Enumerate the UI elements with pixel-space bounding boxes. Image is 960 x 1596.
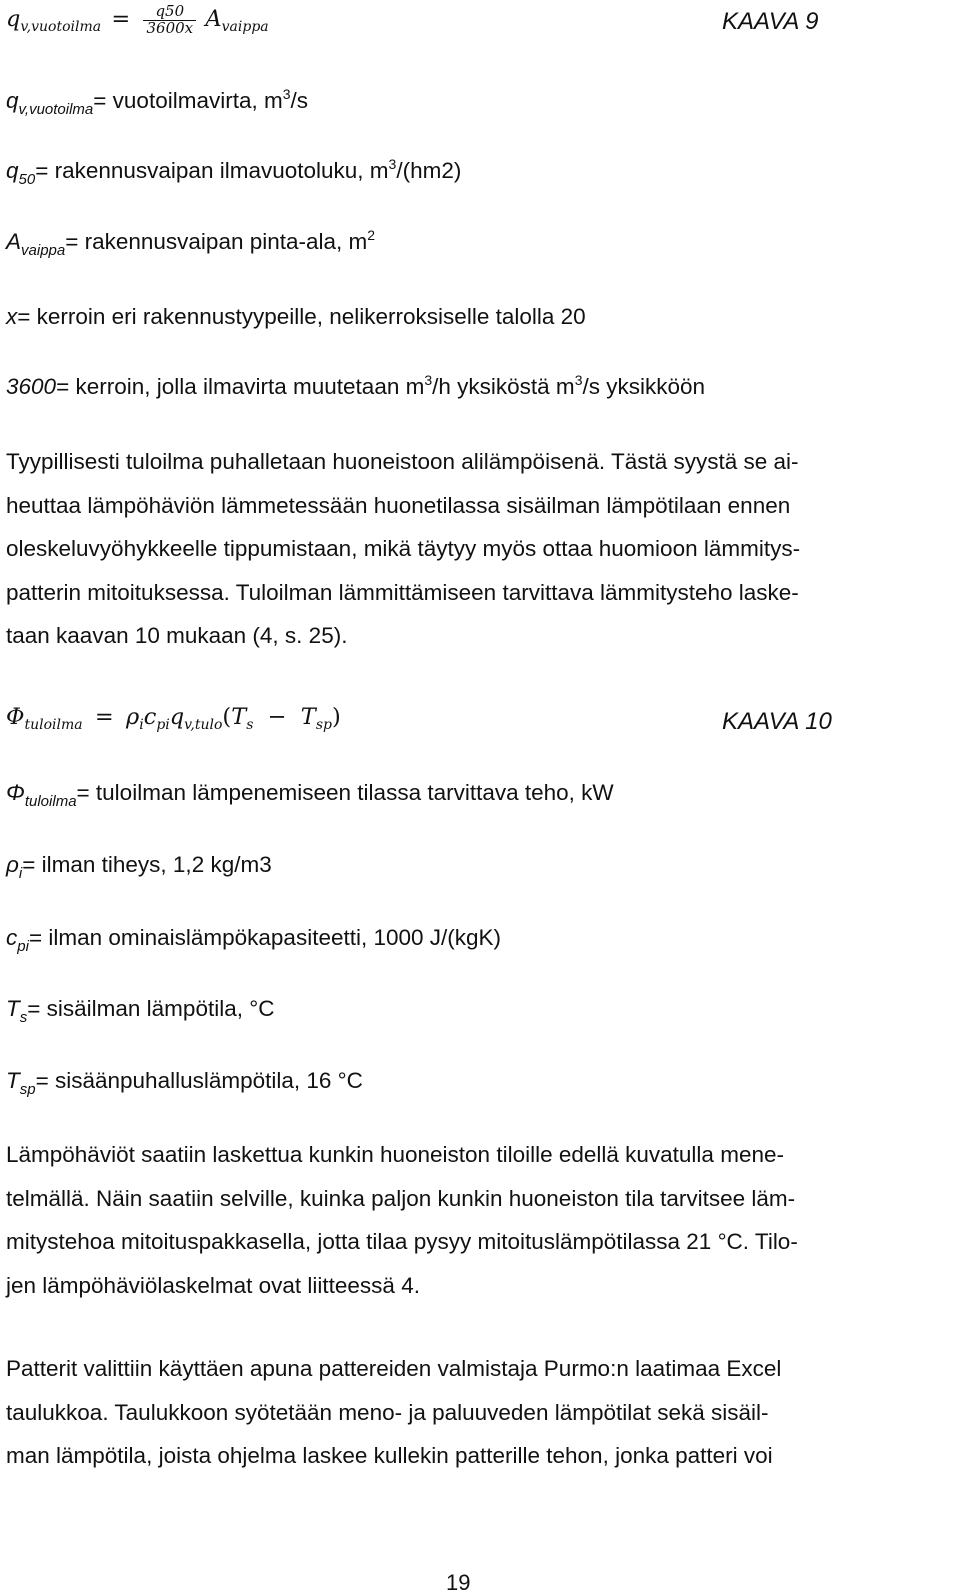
formula10-ts: T	[231, 704, 247, 730]
def10-item-3	[6, 925, 502, 955]
def10-symbol: T	[6, 1068, 20, 1093]
def10-text: = tuloilman lämpenemiseen tilassa tarvittava teho, kW	[76, 780, 614, 805]
formula10-phi-sub: tuloilma	[24, 717, 83, 733]
def10-text: = sisäilman lämpötila, °C	[27, 996, 275, 1021]
formula10-q: q	[169, 704, 185, 730]
formula10-phi: Φ	[6, 704, 25, 730]
paragraph-line: oleskeluvyöhykkeelle tippumistaan, mikä täytyy myös ottaa huomioon lämmitys-	[6, 536, 801, 561]
def10-item-1	[6, 780, 614, 810]
def9-symbol: q	[6, 158, 19, 183]
paragraph-line: patterin mitoituksessa. Tuloilman lämmittämiseen tarvittava lämmitysteho laske-	[6, 579, 799, 605]
formula9-lhs-subscript: v,vuotoilma	[20, 19, 102, 36]
def10-item-4	[6, 996, 275, 1026]
formula10-q-sub: v,tulo	[184, 717, 223, 733]
paragraph-line: taulukkoa. Taulukkoon syötetään meno- ja paluuveden lämpötilat sekä sisäil-	[6, 1399, 769, 1425]
paragraph-line: man lämpötila, joista ohjelma laskee kullekin patterille tehon, jonka patteri voi	[6, 1443, 773, 1468]
def9-text: = vuotoilmavirta, m	[93, 88, 283, 113]
paragraph-2	[6, 1133, 950, 1307]
def9-sup: 3	[388, 156, 397, 172]
def9-after-2: /s yksikköön	[582, 374, 706, 399]
def9-subscript: v,vuotoilma	[18, 101, 94, 118]
paragraph-line: heuttaa lämpöhäviön lämmetessään huonetilassa sisäilman lämpötilaan ennen	[6, 492, 791, 518]
def9-symbol: q	[6, 88, 19, 113]
def10-symbol: c	[6, 925, 18, 950]
def9-item-4	[6, 306, 586, 329]
paragraph-line: telmällä. Näin saatiin selville, kuinka paljon kunkin huoneiston tila tarvitsee läm-	[6, 1185, 796, 1211]
formula9-fraction	[143, 4, 196, 37]
formula10-open-paren: (	[222, 704, 232, 730]
def9-sup: 3	[424, 372, 433, 388]
def10-subscript: tuloilma	[24, 793, 77, 810]
paragraph-line: jen lämpöhäviölaskelmat ovat liitteessä 4.	[6, 1272, 420, 1298]
def10-symbol: ρ	[6, 852, 19, 877]
formula10-label: KAAVA 10	[722, 708, 832, 735]
formula9-rhs: A	[205, 6, 222, 33]
def10-subscript: sp	[19, 1081, 36, 1098]
def10-symbol: T	[6, 996, 20, 1021]
formula-9	[6, 4, 269, 37]
def9-sup: 2	[367, 227, 376, 243]
paragraph-3	[6, 1347, 950, 1478]
formula10-close-paren: )	[331, 704, 341, 730]
def10-subscript: i	[18, 865, 23, 882]
paragraph-line: Tyypillisesti tuloilma puhalletaan huoneistoon alilämpöisenä. Tästä syystä se ai-	[6, 449, 799, 474]
formula10-tsp: T	[300, 704, 316, 730]
def9-after: /s	[290, 88, 309, 113]
def9-symbol: A	[6, 229, 22, 254]
def9-after: /(hm2)	[396, 158, 462, 183]
paragraph-line: taan kaavan 10 mukaan (4, s. 25).	[6, 623, 348, 648]
def9-text: = rakennusvaipan pinta-ala, m	[65, 229, 368, 254]
formula10-rho-sub: i	[139, 717, 144, 733]
def10-item-2	[6, 852, 272, 882]
formula10-c-sub: pi	[156, 717, 170, 733]
def9-item-3	[6, 227, 376, 259]
formula9-equals: =	[111, 6, 131, 33]
paragraph-line: Patterit valittiin käyttäen apuna pattereiden valmistaja Purmo:n laatimaa Excel	[6, 1356, 782, 1381]
def9-symbol: 3600	[6, 374, 57, 399]
formula9-lhs: q	[6, 6, 21, 33]
paragraph-1	[6, 440, 950, 658]
def10-subscript: pi	[17, 938, 29, 955]
def9-text: = kerroin eri rakennustyypeille, nelikerroksiselle talolla 20	[17, 304, 586, 329]
def9-item-5	[6, 372, 706, 399]
paragraph-line: Lämpöhäviöt saatiin laskettua kunkin huoneiston tiloille edellä kuvatulla mene-	[6, 1142, 784, 1167]
def9-sup-2: 3	[574, 372, 583, 388]
def9-sup: 3	[282, 86, 291, 102]
formula10-c: c	[143, 704, 157, 730]
formula9-denominator: 3600x	[146, 18, 194, 37]
def10-item-5	[6, 1068, 363, 1098]
def9-item-1	[6, 86, 309, 118]
def10-subscript: s	[19, 1009, 28, 1026]
formula9-rhs-subscript: vaippa	[221, 19, 269, 36]
def9-text: = kerroin, jolla ilmavirta muutetaan m	[56, 374, 425, 399]
formula10-ts-sub: s	[246, 717, 254, 733]
def10-text: = ilman ominaislämpökapasiteetti, 1000 J/(kgK)	[28, 925, 502, 950]
def10-text: = sisäänpuhalluslämpötila, 16 °C	[35, 1068, 363, 1093]
formula10-equals: =	[94, 704, 114, 730]
def9-subscript: 50	[18, 171, 36, 188]
formula10-rho: ρ	[125, 704, 140, 730]
def9-after: /h yksiköstä m	[432, 374, 575, 399]
formula10-tsp-sub: sp	[315, 717, 332, 733]
page-number: 19	[446, 1570, 471, 1595]
def10-text: = ilman tiheys, 1,2 kg/m3	[22, 852, 272, 877]
formula10-minus: −	[267, 704, 287, 730]
paragraph-line: mitystehoa mitoituspakkasella, jotta tilaa pysyy mitoituslämpötilassa 21 °C. Tilo-	[6, 1229, 798, 1254]
formula9-numerator: q50	[143, 4, 196, 21]
formula-10	[6, 704, 341, 733]
def9-symbol: x	[6, 304, 18, 329]
formula9-label: KAAVA 9	[722, 8, 819, 35]
def9-text: = rakennusvaipan ilmavuotoluku, m	[35, 158, 389, 183]
def9-subscript: vaippa	[21, 242, 66, 259]
def10-symbol: Φ	[6, 780, 25, 805]
def9-item-2	[6, 156, 462, 188]
